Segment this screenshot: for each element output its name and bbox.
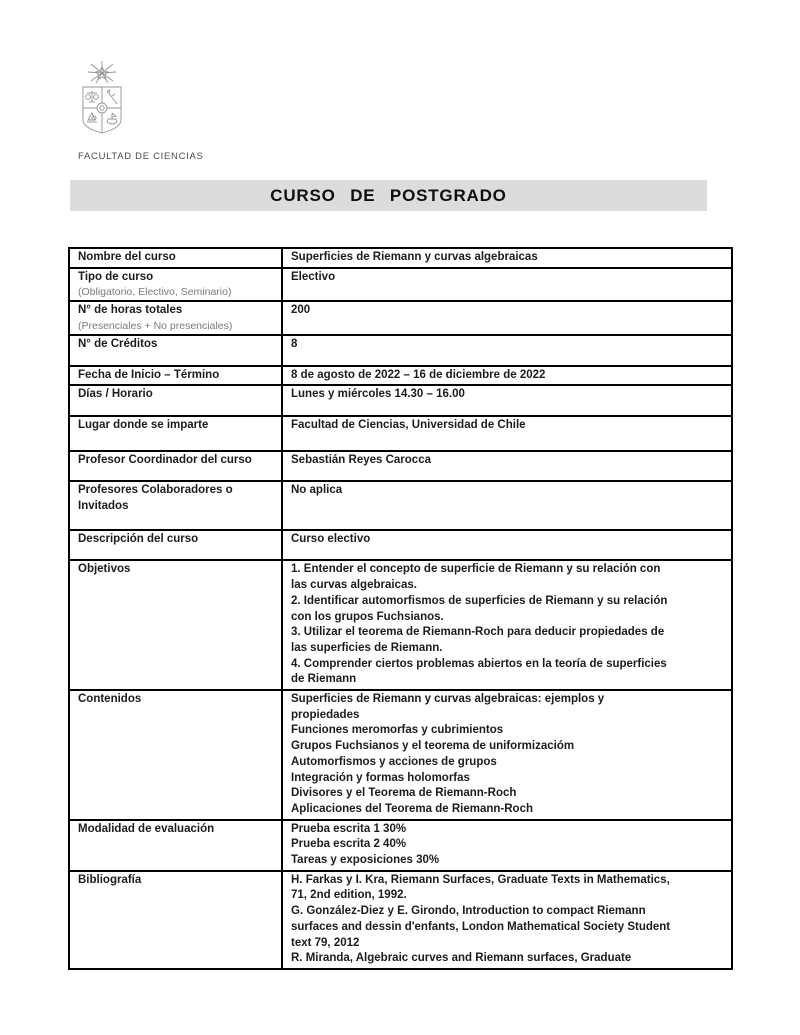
row-value [283,302,731,334]
row-sublabel: (Presenciales + No presenciales) [78,319,233,332]
row-value [283,417,731,450]
row-value [283,249,731,267]
table-row-fecha-inicio-termino [70,365,731,385]
row-label: Nombre del curso [78,251,176,263]
row-label-cell [70,367,283,385]
value-line: 71, 2nd edition, 1992. [291,889,407,902]
row-value [283,269,731,301]
value-line: H. Farkas y I. Kra, Riemann Surfaces, Graduate Texts in Mathematics, [291,873,670,886]
value-line: con los grupos Fuchsianos. [291,610,444,623]
value-line: Automorfismos y acciones de grupos [291,755,497,768]
value-line: text 79, 2012 [291,936,360,949]
value-line: 200 [291,304,311,317]
row-label-cell [70,336,283,365]
table-row-descripcion [70,529,731,559]
table-row-objetivos [70,559,731,689]
value-line: Tareas y exposiciones 30% [291,854,440,867]
document-title-banner [70,180,707,211]
value-line: 2. Identificar automorfismos de superficies de Riemann y su relación [291,594,668,607]
value-line: Superficies de Riemann y curvas algebraicas [291,251,538,263]
row-value [283,386,731,415]
row-label: N° de horas totales [78,304,183,317]
row-label-cell [70,872,283,968]
university-crest-icon [75,60,129,136]
table-row-lugar [70,415,731,450]
row-label: Fecha de Inicio – Término [78,368,220,381]
table-row-creditos [70,334,731,365]
value-line: Curso electivo [291,533,371,546]
value-line: Facultad de Ciencias, Universidad de Chile [291,419,526,432]
row-label: Tipo de curso [78,270,154,283]
row-label-cell [70,482,283,529]
table-row-modalidad-evaluacion [70,819,731,870]
row-label: Lugar donde se imparte [78,419,209,432]
row-label: Objetivos [78,563,131,576]
table-row-profesores-colaboradores [70,480,731,529]
row-value [283,531,731,559]
value-line: R. Miranda, Algebraic curves and Riemann surfaces, Graduate [291,952,632,965]
value-line: Prueba escrita 2 40% [291,838,407,851]
value-line: Electivo [291,270,336,283]
row-label-cell [70,561,283,689]
course-info-table [68,247,733,970]
row-label-cell [70,302,283,334]
row-value [283,367,731,385]
value-line: Divisores y el Teorema de Riemann-Roch [291,787,517,800]
value-line: las superficies de Riemann. [291,641,443,654]
row-label: Contenidos [78,693,142,706]
row-label: Profesor Coordinador del curso [78,454,252,467]
row-label: N° de Créditos [78,337,158,350]
row-label: Profesores Colaboradores o Invitados [78,484,233,512]
value-line: Integración y formas holomorfas [291,771,470,784]
value-line: 4. Comprender ciertos problemas abiertos en la teoría de superficies [291,657,667,670]
value-line: Superficies de Riemann y curvas algebraicas: ejemplos y [291,693,605,706]
value-line: 3. Utilizar el teorema de Riemann-Roch para deducir propiedades de [291,626,665,639]
table-row-profesor-coordinador [70,450,731,480]
row-label: Bibliografía [78,873,142,886]
row-sublabel: (Obligatorio, Electivo, Seminario) [78,286,232,299]
row-value [283,482,731,529]
faculty-name: FACULTAD DE CIENCIAS [78,151,204,162]
value-line: Grupos Fuchsianos y el teorema de uniformizacióm [291,740,575,753]
university-crest-logo [75,60,129,136]
value-line: propiedades [291,708,360,721]
row-label-cell [70,452,283,480]
row-value [283,821,731,870]
table-row-contenidos [70,689,731,819]
row-label-cell [70,249,283,267]
document-title: CURSO DE POSTGRADO [270,185,507,205]
row-label-cell [70,417,283,450]
value-line: Sebastián Reyes Carocca [291,454,431,467]
table-row-nombre-del-curso [70,249,731,267]
row-value [283,561,731,689]
row-value [283,336,731,365]
value-line: Prueba escrita 1 30% [291,822,407,835]
row-label-cell [70,269,283,301]
row-label-cell [70,821,283,870]
value-line: de Riemann [291,673,357,686]
row-label: Modalidad de evaluación [78,822,215,835]
table-row-bibliografia [70,870,731,968]
row-value [283,691,731,819]
row-label-cell [70,531,283,559]
value-line: 8 [291,337,298,350]
row-value [283,452,731,480]
value-line: 1. Entender el concepto de superficie de Riemann y su relación con [291,563,661,576]
row-label: Días / Horario [78,388,153,401]
row-label: Descripción del curso [78,533,199,546]
value-line: las curvas algebraicas. [291,579,417,592]
value-line: surfaces and dessin d'enfants, London Mathematical Society Student [291,920,671,933]
row-label-cell [70,386,283,415]
value-line: Aplicaciones del Teorema de Riemann-Roch [291,802,533,815]
value-line: 8 de agosto de 2022 – 16 de diciembre de 2022 [291,368,546,381]
row-label-cell [70,691,283,819]
value-line: G. González-Diez y E. Girondo, Introduction to compact Riemann [291,905,646,918]
value-line: Lunes y miércoles 14.30 – 16.00 [291,388,465,401]
row-value [283,872,731,968]
table-row-tipo-de-curso [70,267,731,301]
value-line: Funciones meromorfas y cubrimientos [291,724,504,737]
table-row-horas-totales [70,300,731,334]
table-row-dias-horario [70,384,731,415]
value-line: No aplica [291,484,343,497]
